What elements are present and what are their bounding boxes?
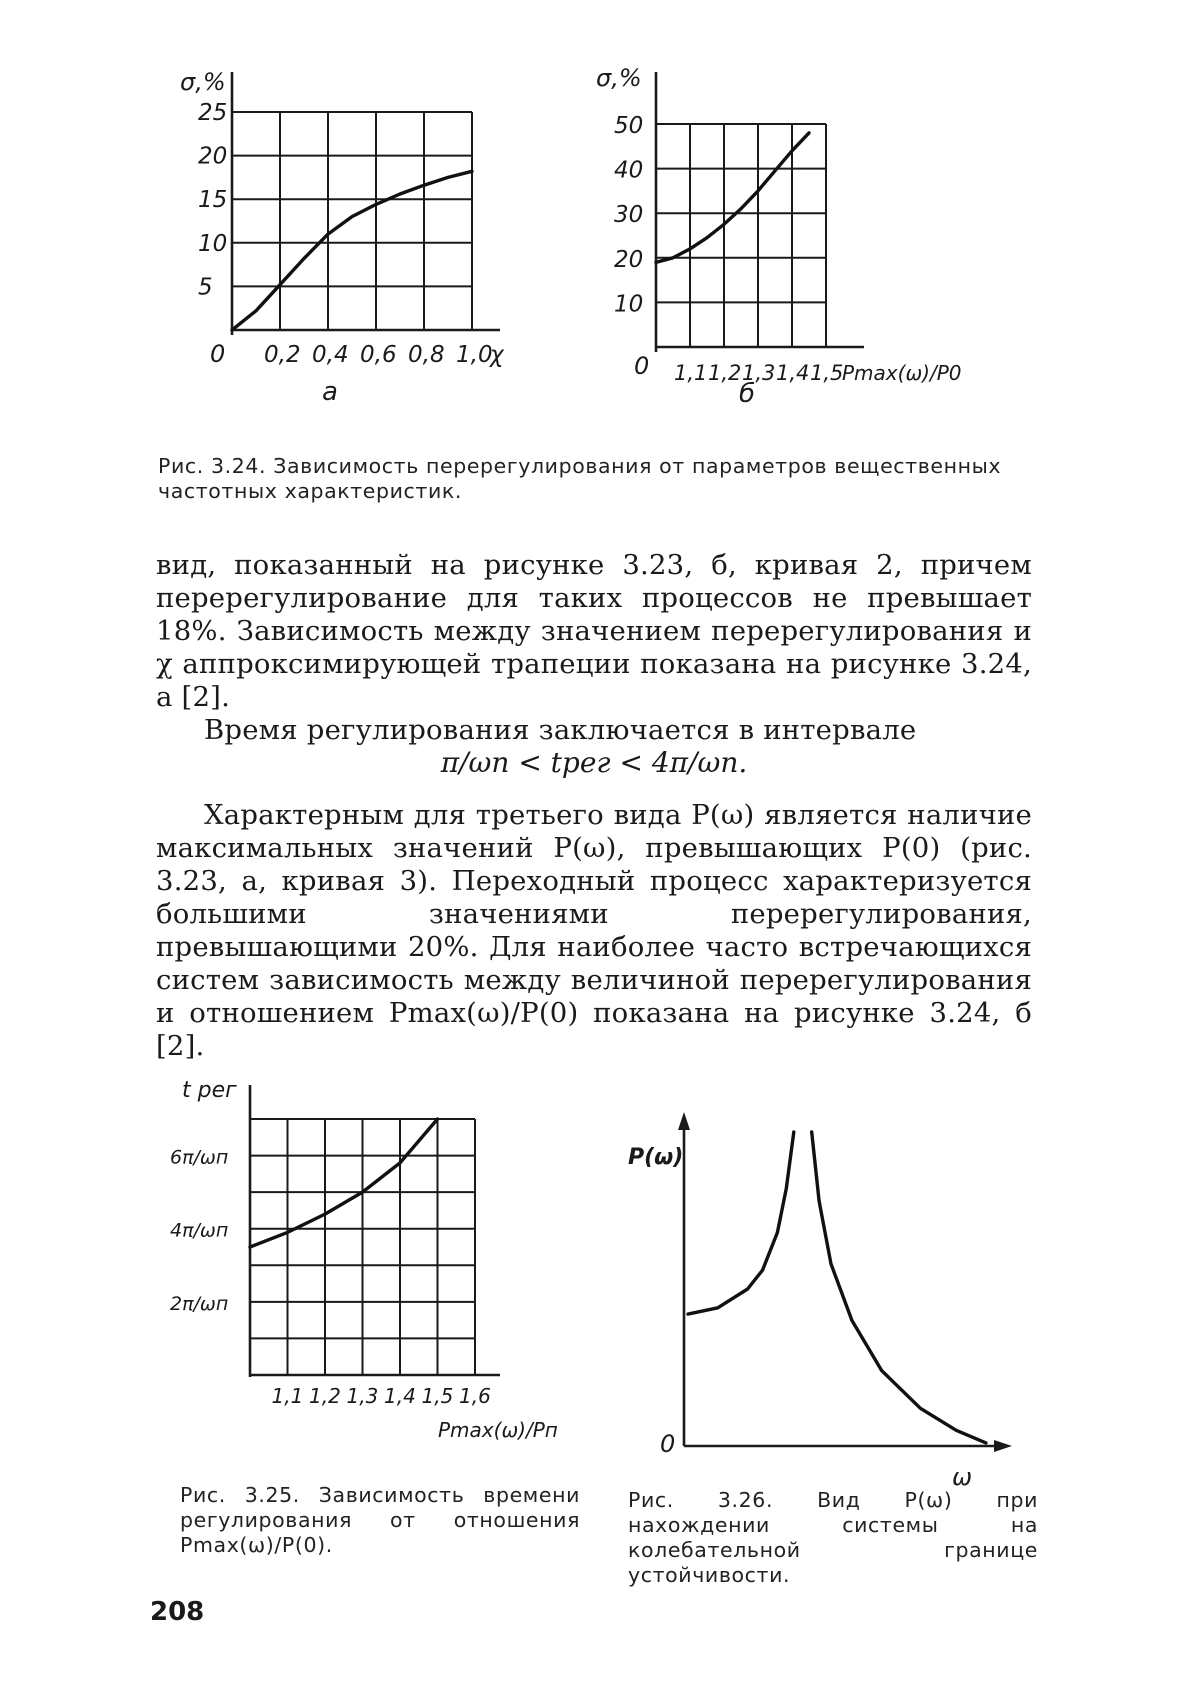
curve-overshoot-vs-pmax [656,133,809,262]
y-axis-label: σ,% [180,68,226,96]
x-axis-label: ω [952,1463,973,1491]
x-axis-label: Pmax(ω)/Pп [438,1418,558,1442]
chart-3-24-b [594,62,1034,442]
caption-fig-3-26: Рис. 3.26. Вид P(ω) при нахождении системы на колебательной границе устойчивости. [628,1488,1038,1587]
x-tick-label: 1,0 [456,342,493,368]
chart-3-25 [168,1075,588,1475]
x-axis-arrow [994,1440,1012,1452]
x-tick-label: 1,1 [271,1384,304,1408]
caption-fig-3-25: Рис. 3.25. Зависимость времени регулирования от отношения Pmax(ω)/P(0). [180,1483,580,1557]
formula-regulation-time: π/ωп < tрег < 4π/ωп. [440,746,748,779]
y-tick-label: 20 [614,246,644,273]
origin-label: 0 [634,352,650,380]
x-tick-label: 1,5 [421,1384,454,1408]
x-tick-label: 1,4 [384,1384,416,1408]
x-tick-label: 1,3 [742,361,776,385]
y-tick-label: 10 [198,230,228,257]
x-tick-label: 1,1 [674,361,708,385]
y-tick-label: 50 [614,113,644,139]
x-tick-label: 0,2 [264,342,301,368]
y-tick-label: 40 [614,157,644,184]
y-tick-label: 6π/ωп [170,1146,229,1169]
y-tick-label: 20 [198,143,228,170]
body-text-top [156,549,1032,747]
y-tick-label: 2π/ωп [170,1292,229,1315]
body-text-bottom [156,799,1032,1063]
x-tick-label: 1,6 [459,1384,491,1408]
x-tick-label: 1,4 [776,361,810,385]
x-tick-label: 1,2 [309,1384,341,1408]
paragraph-3: Характерным для третьего вида P(ω) является наличие максимальных значений P(ω), превышающих P(0) (рис. 3.23, а, кривая 3). Переходный процесс характеризуется большими значениями перерегулирования, превышающими 20%. Для наиболее часто встречающихся систем зависимость между величиной перерегулирования и отношением Pmax(ω)/P(0) показана на рисунке 3.24, б [2]. [156,799,1032,1062]
page-number: 208 [150,1597,205,1627]
y-tick-label: 4π/ωп [170,1219,229,1242]
x-tick-label: 0,8 [408,342,445,368]
x-axis-label: χ [490,342,504,368]
x-tick-label: 1,3 [346,1384,379,1408]
x-tick-label: 1,2 [708,361,742,385]
y-tick-label: 5 [198,274,213,301]
y-tick-label: 10 [614,291,644,318]
curve-left-branch [688,1132,794,1314]
y-axis-label: σ,% [596,64,642,92]
panel-label: б [739,379,756,409]
x-tick-label: 0,4 [312,342,349,368]
x-axis-label: Pmax(ω)/P0 [842,361,962,385]
origin-label: 0 [210,340,226,368]
y-axis-label: P(ω) [628,1145,684,1170]
y-tick-label: 25 [198,100,228,126]
chart-3-26 [622,1110,1042,1491]
curve-overshoot-vs-chi [232,171,472,330]
curve-right-branch [812,1132,986,1443]
paragraph-1: вид, показанный на рисунке 3.23, б, кривая 2, причем перерегулирование для таких процессов не превышает 18%. Зависимость между значением перерегулирования и χ аппроксимирующей трапеции показана на рисунке 3.24, а [2]. [156,549,1032,713]
chart-3-24-a [170,60,550,407]
y-axis-arrow [678,1112,690,1130]
x-tick-label: 1,5 [810,361,844,385]
caption-fig-3-24: Рис. 3.24. Зависимость перерегулирования от параметров вещественных частотных характеристик. [158,454,1002,503]
panel-label: а [322,377,338,407]
y-axis-label: t рег [182,1078,237,1103]
x-tick-label: 0,6 [360,342,397,368]
paragraph-2: Время регулирования заключается в интервале [204,714,917,746]
origin-label: 0 [660,1430,676,1458]
y-tick-label: 30 [614,202,644,229]
y-tick-label: 15 [198,187,228,214]
